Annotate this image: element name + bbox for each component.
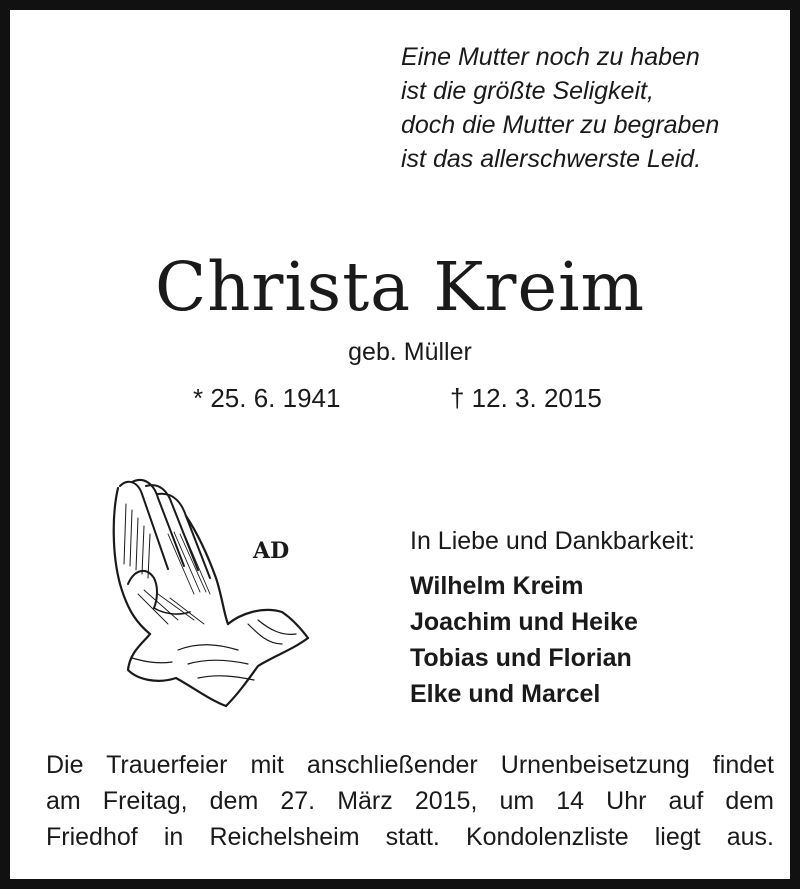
praying-hands-icon <box>98 474 313 714</box>
verse-line: Eine Mutter noch zu haben <box>401 43 700 71</box>
verse-line: ist die größte Seligkeit, <box>401 77 654 105</box>
thanks-intro: In Liebe und Dankbarkeit: <box>410 527 695 555</box>
durer-monogram: AD <box>253 538 290 564</box>
mourner-name: Elke und Marcel <box>410 680 601 708</box>
notice-line: am Freitag, dem 27. März 2015, um 14 Uhr auf dem <box>46 787 774 815</box>
mourner-name: Joachim und Heike <box>410 608 638 636</box>
notice-line: Die Trauerfeier mit anschließender Urnenbeisetzung findet <box>46 751 774 779</box>
mourner-name: Wilhelm Kreim <box>410 572 584 600</box>
mourner-name: Tobias und Florian <box>410 644 632 672</box>
funeral-notice <box>46 747 774 855</box>
deceased-name: Christa Kreim <box>154 248 646 326</box>
death-date: † 12. 3. 2015 <box>450 383 602 413</box>
verse-line: doch die Mutter zu begraben <box>401 111 720 139</box>
verse-line: ist das allerschwerste Leid. <box>401 145 702 173</box>
memorial-verse <box>401 40 796 176</box>
notice-line: Friedhof in Reichelsheim statt. Kondolenzliste liegt aus. <box>46 823 774 851</box>
birth-date: * 25. 6. 1941 <box>193 383 341 413</box>
maiden-name: geb. Müller <box>348 338 472 366</box>
mourners-list <box>410 568 638 712</box>
